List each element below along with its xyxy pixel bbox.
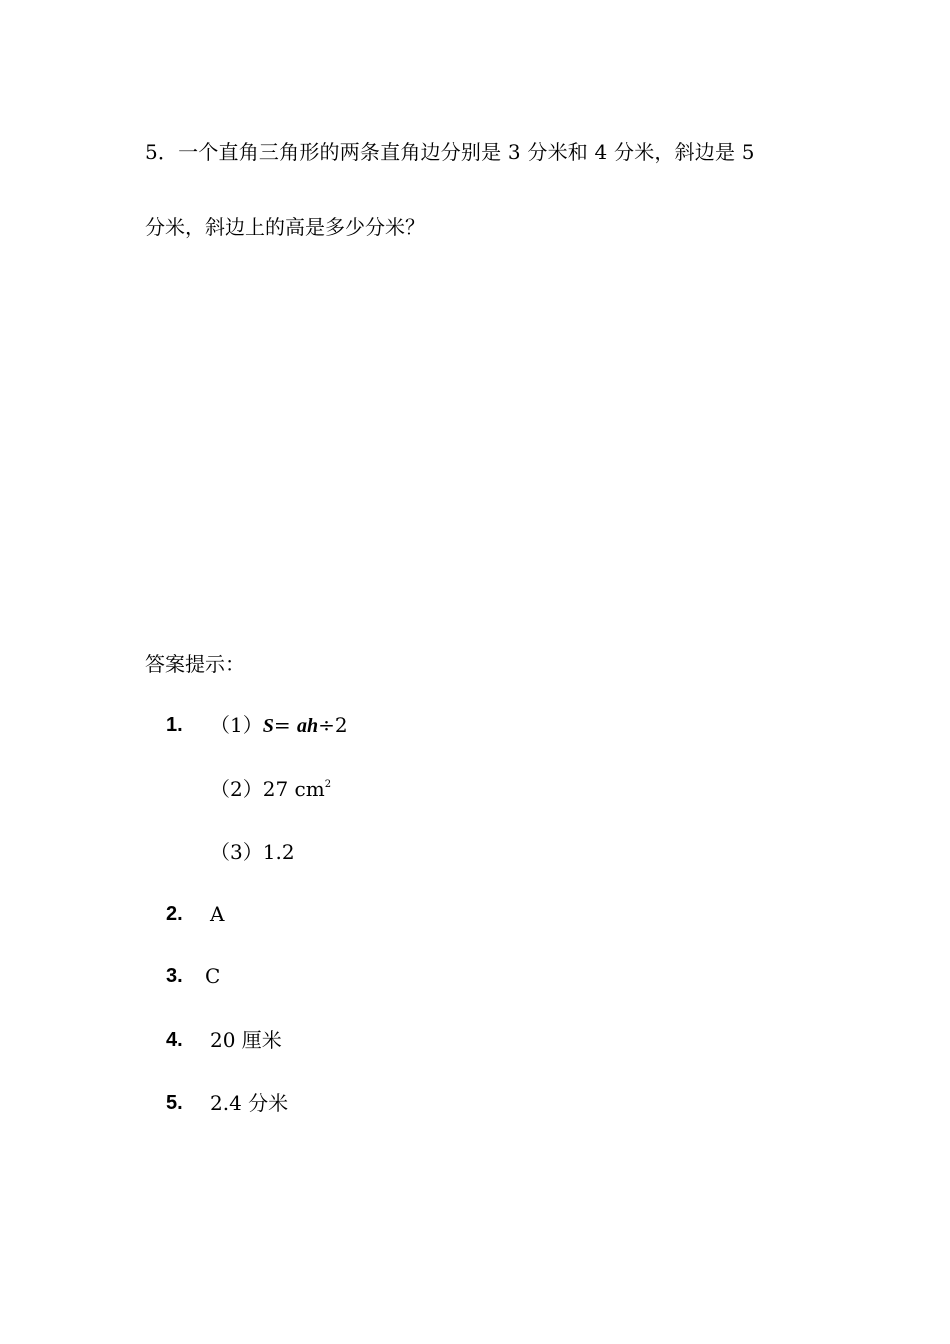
question-5-line-1: 5．一个直角三角形的两条直角边分别是 3 分米和 4 分米，斜边是 5 bbox=[145, 140, 755, 164]
answer-number: 5. bbox=[166, 1092, 183, 1114]
answer-value: 2.4 分米 bbox=[210, 1091, 289, 1115]
answer-value: A bbox=[210, 902, 225, 926]
formula-rest: ÷2 bbox=[318, 713, 348, 737]
answers-title: 答案提示： bbox=[145, 652, 245, 676]
answer-number: 2. bbox=[166, 903, 183, 925]
answer-number: 3. bbox=[166, 965, 183, 987]
answer-value: 20 厘米 bbox=[210, 1028, 282, 1052]
answer-1-part-1 bbox=[210, 711, 348, 740]
part-value: 1.2 bbox=[262, 840, 295, 864]
part-label: （3） bbox=[210, 840, 263, 864]
formula-symbol-s: S bbox=[262, 715, 274, 737]
answer-value: C bbox=[205, 964, 221, 988]
unit-superscript: 2 bbox=[324, 779, 332, 790]
part-label: （2） bbox=[210, 777, 263, 801]
formula-equals: = bbox=[273, 713, 297, 737]
answer-1-part-3 bbox=[210, 838, 295, 866]
answer-number: 1. bbox=[166, 714, 183, 736]
answer-1-part-2 bbox=[210, 775, 331, 803]
part-value: 27 cm bbox=[262, 777, 325, 801]
formula-symbol-ah: ah bbox=[296, 715, 319, 737]
part-label: （1） bbox=[210, 713, 263, 737]
answer-number: 4. bbox=[166, 1029, 183, 1051]
question-5-line-2: 分米，斜边上的高是多少分米？ bbox=[145, 215, 425, 239]
